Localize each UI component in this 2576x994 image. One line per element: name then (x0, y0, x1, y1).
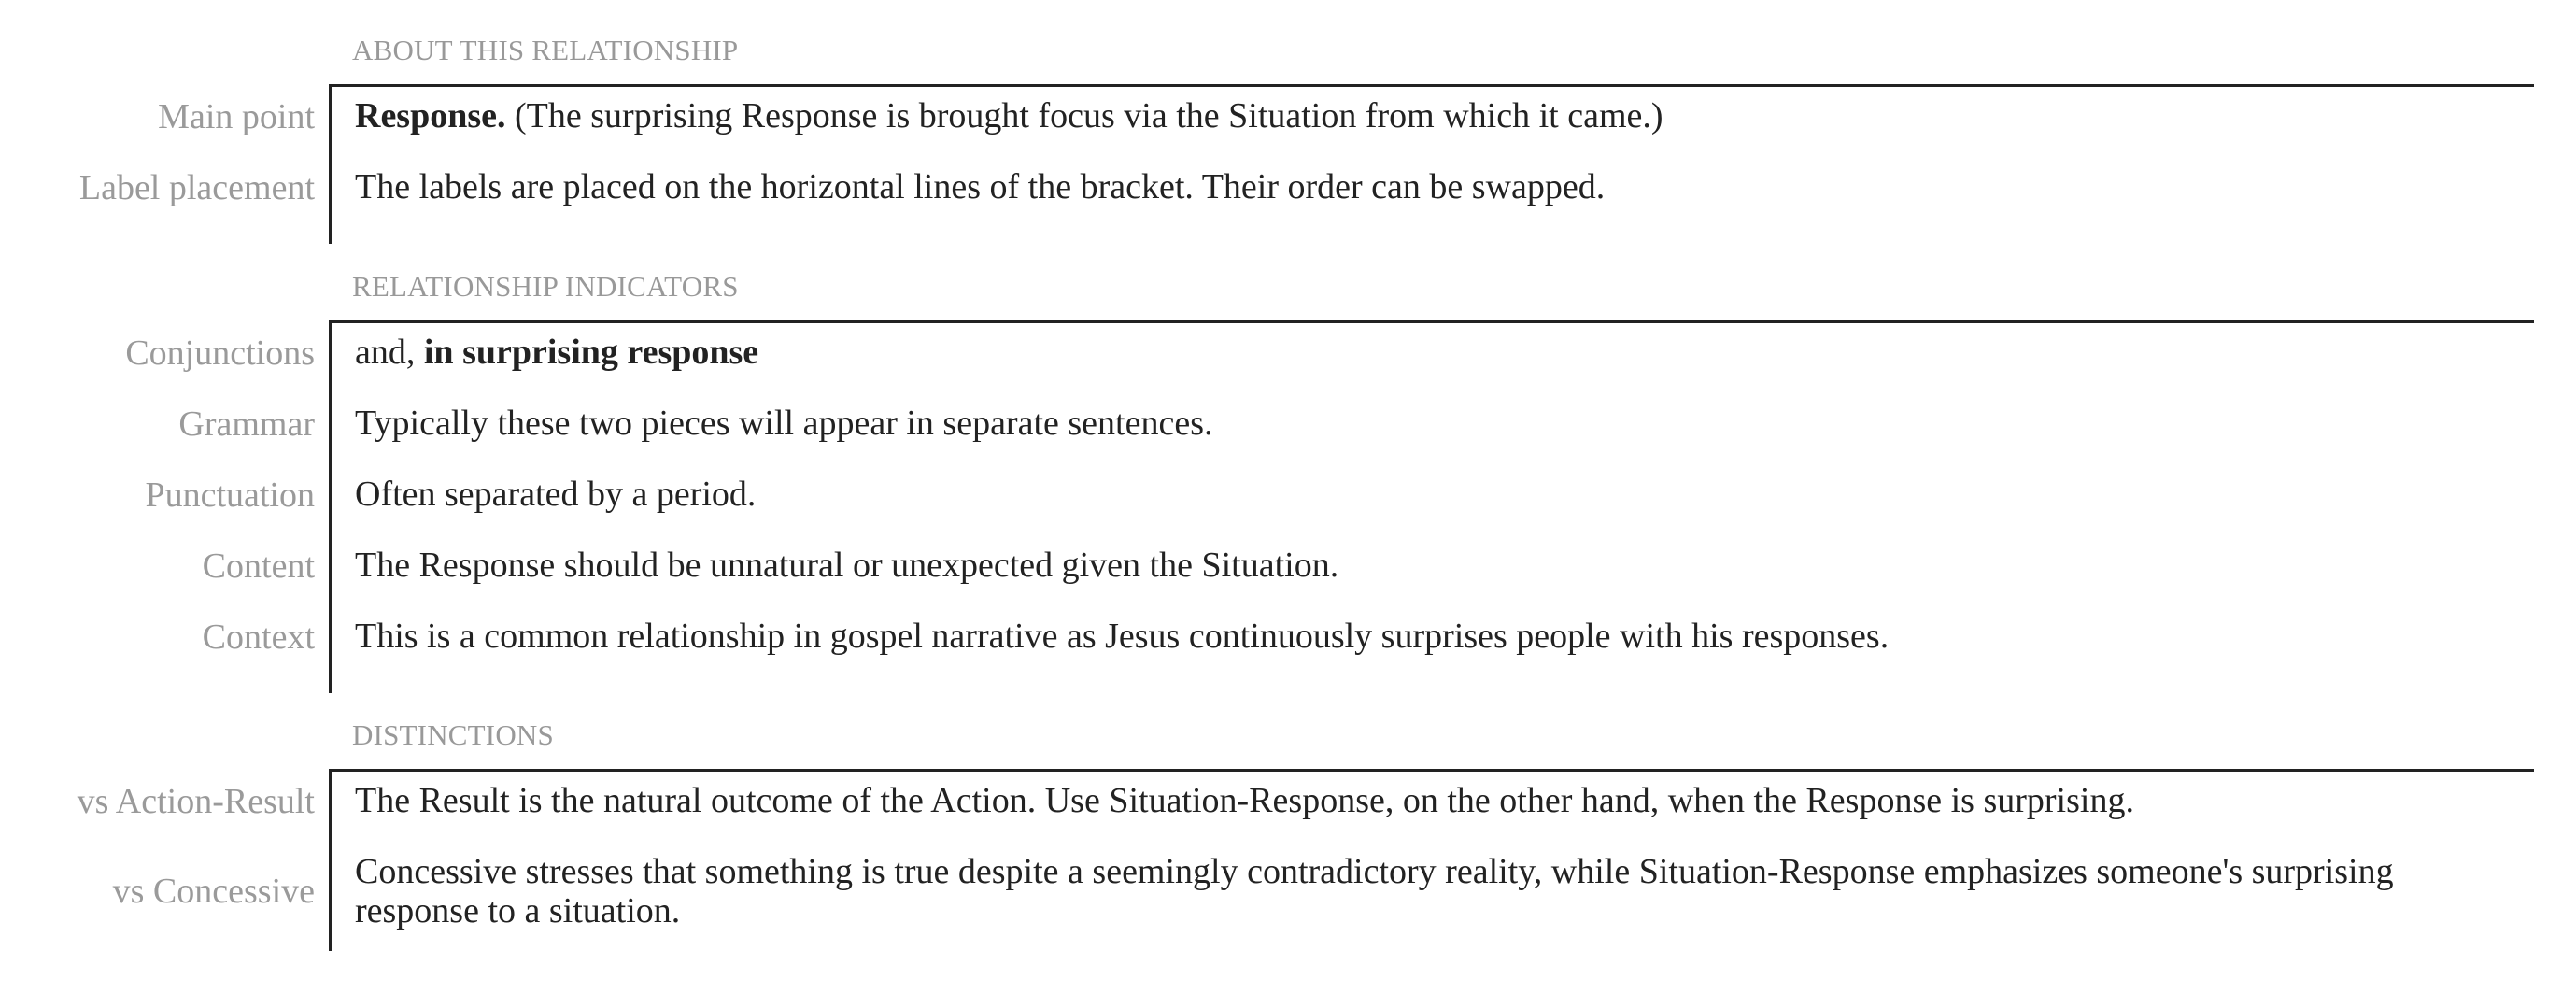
vs-concessive-row (112, 852, 2534, 945)
label-placement-row (78, 167, 2534, 238)
content-row (202, 546, 2534, 617)
context-value: This is a common relationship in gospel narrative as Jesus continuously surprises people with his responses. (355, 617, 1890, 656)
conjunctions-text: and, (355, 333, 424, 372)
main-point-value (355, 96, 2534, 135)
main-point-text: (The surprising Response is brought focus via the Situation from which it came.) (505, 96, 1663, 135)
vs-action-result-row (77, 781, 2534, 852)
conjunctions-value (355, 333, 2534, 372)
conjunctions-bold: in surprising response (423, 333, 759, 372)
distinctions-section-body (77, 769, 2534, 951)
content-label: Content (202, 547, 315, 586)
about-section (0, 34, 2576, 244)
distinctions-section (0, 718, 2576, 951)
context-label: Context (202, 618, 315, 657)
main-point-bold: Response. (355, 96, 506, 135)
punctuation-row (145, 475, 2534, 546)
content-value: The Response should be unnatural or unexpected given the Situation. (355, 546, 1339, 585)
punctuation-value: Often separated by a period. (355, 475, 757, 514)
grammar-value: Typically these two pieces will appear in separate sentences. (355, 404, 1213, 443)
vs-action-result-label: vs Action-Result (77, 782, 315, 821)
distinctions-section-header: DISTINCTIONS (352, 718, 554, 751)
indicators-section-header: RELATIONSHIP INDICATORS (352, 270, 739, 303)
main-point-label: Main point (158, 97, 315, 136)
context-row (202, 617, 2534, 688)
indicators-section-body (125, 320, 2534, 693)
vs-action-result-value: The Result is the natural outcome of the Action. Use Situation-Response, on the other hand, when the Response is surprising. (355, 781, 2134, 820)
about-section-body (78, 84, 2534, 244)
conjunctions-label: Conjunctions (125, 334, 315, 373)
vs-concessive-label: vs Concessive (112, 872, 315, 911)
about-section-header: ABOUT THIS RELATIONSHIP (352, 34, 739, 66)
vs-concessive-value: Concessive stresses that something is true despite a seemingly contradictory reality, while Situation-Response emphasizes someone's surprising response to a situation. (355, 852, 2394, 930)
label-placement-value: The labels are placed on the horizontal lines of the bracket. Their order can be swapped. (355, 167, 1606, 206)
indicators-section (0, 270, 2576, 693)
punctuation-label: Punctuation (145, 476, 315, 515)
main-point-row (158, 96, 2534, 167)
label-placement-label: Label placement (78, 168, 315, 207)
grammar-row (178, 404, 2534, 475)
grammar-label: Grammar (178, 405, 315, 444)
conjunctions-row (125, 333, 2534, 404)
